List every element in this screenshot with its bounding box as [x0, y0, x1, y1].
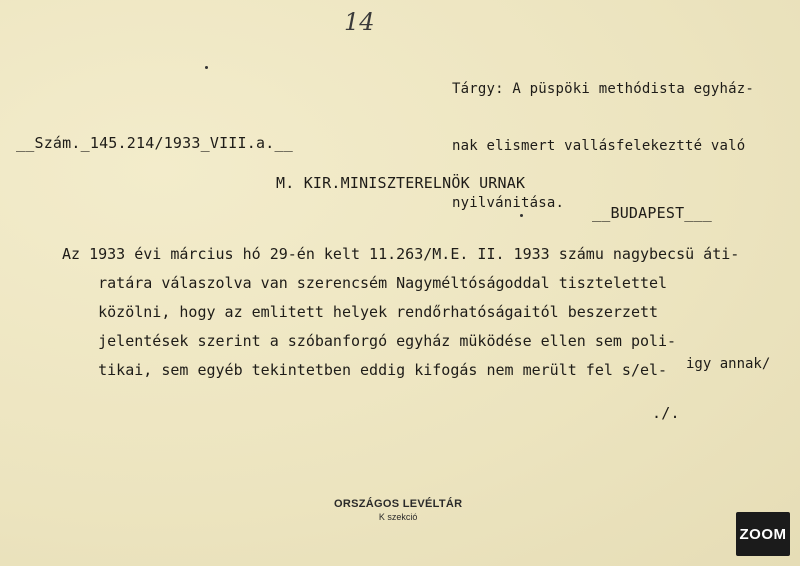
body-line: tikai, sem egyéb tekintetben eddig kifogás nem merült fel s/el- — [62, 361, 668, 379]
ink-speck — [520, 214, 523, 217]
ink-speck — [205, 66, 208, 69]
archive-name: ORSZÁGOS LEVÉLTÁR — [334, 498, 463, 510]
body-line: ratára válaszolva van szerencsém Nagyméltóságoddal tisztelettel — [62, 274, 668, 292]
body-line: Az 1933 évi március hó 29-én kelt 11.263/M.E. II. 1933 számu nagybecsü áti- — [62, 245, 740, 263]
subject-line: nyilvánitása. — [452, 195, 565, 211]
body-line: közölni, hogy az emlitett helyek rendőrhatóságaitól beszerzett — [62, 303, 659, 321]
folio-number: 14 — [344, 8, 375, 36]
zoom-logo: ZOOM — [736, 512, 790, 556]
handwritten-insertion: igy annak/ — [686, 356, 771, 372]
reference-number: __Szám._145.214/1933_VIII.a.__ — [16, 134, 293, 152]
addressee: M. KIR.MINISZTERELNÖK URNAK — [276, 174, 526, 192]
end-mark: ./. — [652, 404, 680, 422]
subject-line: Tárgy: A püspöki methódista egyház- — [452, 81, 755, 97]
archive-stamp — [334, 498, 462, 522]
city-line: __BUDAPEST___ — [592, 204, 712, 222]
archive-section: K szekció — [378, 512, 418, 522]
body-line: jelentések szerint a szóbanforgó egyház müködése ellen sem poli- — [62, 332, 677, 350]
subject-line: nak elismert vallásfelekeztté való — [452, 138, 746, 154]
letter-body — [62, 240, 739, 385]
